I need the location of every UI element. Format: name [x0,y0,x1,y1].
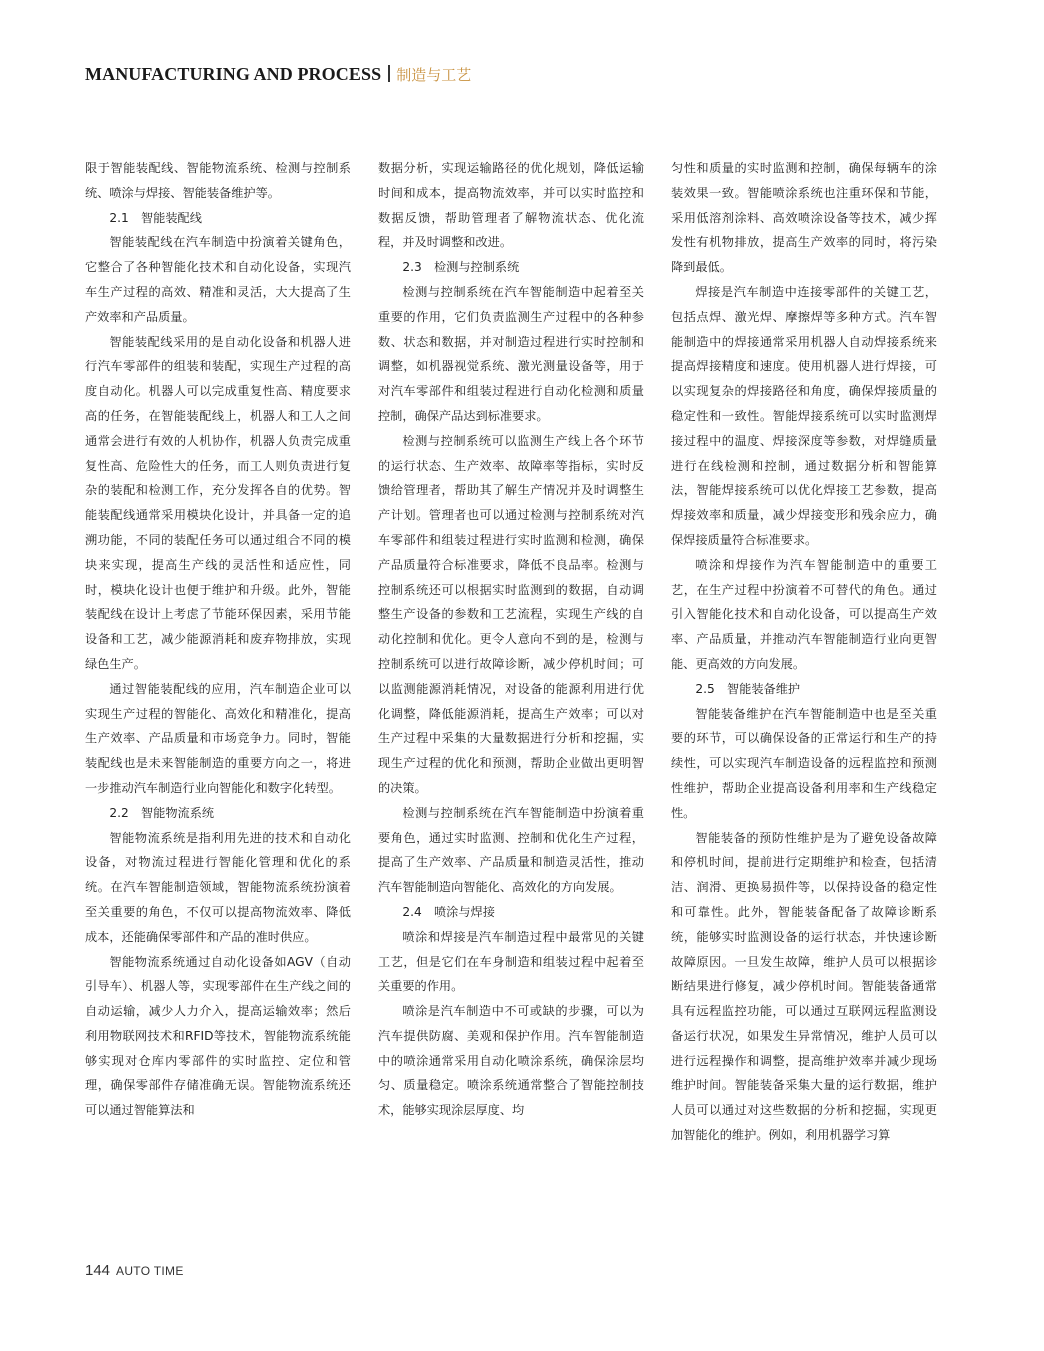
magazine-name: AUTO TIME [116,1264,184,1278]
section-heading: 2.5 智能装备维护 [695,681,801,696]
paragraph: 智能装备的预防性维护是为了避免设备故障和停机时间，提前进行定期维护和检查，包括清洁、润滑、更换易损件等，以保持设备的稳定性和可靠性。此外，智能装备配备了故障诊断系统，能够实时监测设备的运行状态，并快速诊断故障原因。一旦发生故障，维护人员可以根据诊断结果进行修复，减少停机时间。智能装备通常具有远程监控功能，可以通过互联网远程监测设备运行状况，如果发生异常情况，维护人员可以进行远程操作和调整，提高维护效率并减少现场维护时间。智能装备采集大量的运行数据，维护人员可以通过对这些数据的分析和挖掘，实现更加智能化的维护。例如，利用机器学习算 [671,830,937,1143]
paragraph: 智能物流系统是指利用先进的技术和自动化设备，对物流过程进行智能化管理和优化的系统。在汽车智能制造领域，智能物流系统扮演着至关重要的角色，不仅可以提高物流效率、降低成本，还能确保零部件和产品的准时供应。 [85,830,351,944]
paragraph: 智能装配线采用的是自动化设备和机器人进行汽车零部件的组装和装配，实现生产过程的高度自动化。机器人可以完成重复性高、精度要求高的任务，在智能装配线上，机器人和工人之间通常会进行有效的人机协作，机器人负责完成重复性高、危险性大的任务，而工人则负责进行复杂的装配和检测工作，充分发挥各自的优势。智能装配线通常采用模块化设计，并具备一定的追溯功能，不同的装配任务可以通过组合不同的模块来实现，提高生产线的灵活性和适应性，同时，模块化设计也便于维护和升级。此外，智能装配线在设计上考虑了节能环保因素，采用节能设备和工艺，减少能源消耗和废弃物排放，实现绿色生产。 [85,334,351,671]
header-divider [388,65,390,82]
paragraph: 通过智能装配线的应用，汽车制造企业可以实现生产过程的智能化、高效化和精准化，提高生产效率、产品质量和市场竞争力。同时，智能装配线也是未来智能制造的重要方向之一，将进一步推动汽车制造行业向智能化和数字化转型。 [85,681,351,795]
page-footer [85,1262,184,1280]
paragraph: 智能装备维护在汽车智能制造中也是至关重要的环节，可以确保设备的正常运行和生产的持续性，可以实现汽车制造设备的远程监控和预测性维护，帮助企业提高设备利用率和生产线稳定性。 [671,706,937,820]
paragraph: 检测与控制系统在汽车智能制造中起着至关重要的作用，它们负责监测生产过程中的各种参数、状态和数据，并对制造过程进行实时控制和调整，如机器视觉系统、激光测量设备等，用于对汽车零部件和组装过程进行自动化检测和质量控制，确保产品达到标准要求。 [378,284,644,423]
paragraph-continued: 匀性和质量的实时监测和控制，确保每辆车的涂装效果一致。智能喷涂系统也注重环保和节能，采用低溶剂涂料、高效喷涂设备等技术，减少挥发性有机物排放，提高生产效率的同时，将污染降到最低。 [671,161,937,275]
paragraph: 喷涂是汽车制造中不可或缺的步骤，可以为汽车提供防腐、美观和保护作用。汽车智能制造中的喷涂通常采用自动化喷涂系统，确保涂层均匀、质量稳定。喷涂系统通常整合了智能控制技术，能够实现涂层厚度、均 [378,1004,644,1118]
paragraph-continued: 数据分析，实现运输路径的优化规划，降低运输时间和成本，提高物流效率，并可以实时监控和数据反馈，帮助管理者了解物流状态、优化流程，并及时调整和改进。 [378,161,644,250]
text-column-1 [85,156,351,1123]
section-heading: 2.1 智能装配线 [109,210,202,225]
page-number: 144 [85,1262,111,1279]
page-header [85,64,471,85]
paragraph: 喷涂和焊接是汽车制造过程中最常见的关键工艺，但是它们在车身制造和组装过程中起着至关重要的作用。 [378,929,644,994]
section-title-cn: 制造与工艺 [396,66,472,84]
text-column-3 [671,156,937,1148]
section-heading: 2.4 喷涂与焊接 [402,904,495,919]
paragraph: 检测与控制系统可以监测生产线上各个环节的运行状态、生产效率、故障率等指标，实时反馈给管理者，帮助其了解生产情况并及时调整生产计划。管理者也可以通过检测与控制系统对汽车零部件和组装过程进行实时监测和检测，确保产品质量符合标准要求，降低不良品率。检测与控制系统还可以根据实时监测到的数据，自动调整生产设备的参数和工艺流程，实现生产线的自动化控制和优化。更令人意向不到的是，检测与控制系统可以进行故障诊断，减少停机时间；可以监测能源消耗情况，对设备的能源利用进行优化调整，降低能源消耗，提高生产效率；可以对生产过程中采集的大量数据进行分析和挖掘，实现生产过程的优化和预测，帮助企业做出更明智的决策。 [378,433,644,795]
paragraph-continued: 限于智能装配线、智能物流系统、检测与控制系统、喷涂与焊接、智能装备维护等。 [85,161,351,200]
text-column-2 [378,156,644,1123]
paragraph: 智能物流系统通过自动化设备如AGV（自动引导车）、机器人等，实现零部件在生产线之间的自动运输，减少人力介入，提高运输效率；然后利用物联网技术和RFID等技术，智能物流系统能够实现对仓库内零部件的实时监控、定位和管理，确保零部件存储准确无误。智能物流系统还可以通过智能算法和 [85,954,351,1118]
section-heading: 2.2 智能物流系统 [109,805,215,820]
paragraph: 智能装配线在汽车制造中扮演着关键角色，它整合了各种智能化技术和自动化设备，实现汽车生产过程的高效、精准和灵活，大大提高了生产效率和产品质量。 [85,235,351,324]
section-heading: 2.3 检测与控制系统 [402,260,520,275]
paragraph: 检测与控制系统在汽车智能制造中扮演着重要角色，通过实时监测、控制和优化生产过程，提高了生产效率、产品质量和制造灵活性，推动汽车智能制造向智能化、高效化的方向发展。 [378,805,644,895]
paragraph: 喷涂和焊接作为汽车智能制造中的重要工艺，在生产过程中扮演着不可替代的角色。通过引入智能化技术和自动化设备，可以提高生产效率、产品质量，并推动汽车智能制造行业向更智能、更高效的方向发展。 [671,557,937,671]
paragraph: 焊接是汽车制造中连接零部件的关键工艺，包括点焊、激光焊、摩擦焊等多种方式。汽车智能制造中的焊接通常采用机器人自动焊接系统来提高焊接精度和速度。使用机器人进行焊接，可以实现复杂的焊接路径和角度，确保焊接质量的稳定性和一致性。智能焊接系统可以实时监测焊接过程中的温度、焊接深度等参数，对焊缝质量进行在线检测和控制，通过数据分析和智能算法，智能焊接系统可以优化焊接工艺参数，提高焊接效率和质量，减少焊接变形和残余应力，确保焊接质量符合标准要求。 [671,284,937,547]
section-title-en: MANUFACTURING AND PROCESS [85,64,382,84]
